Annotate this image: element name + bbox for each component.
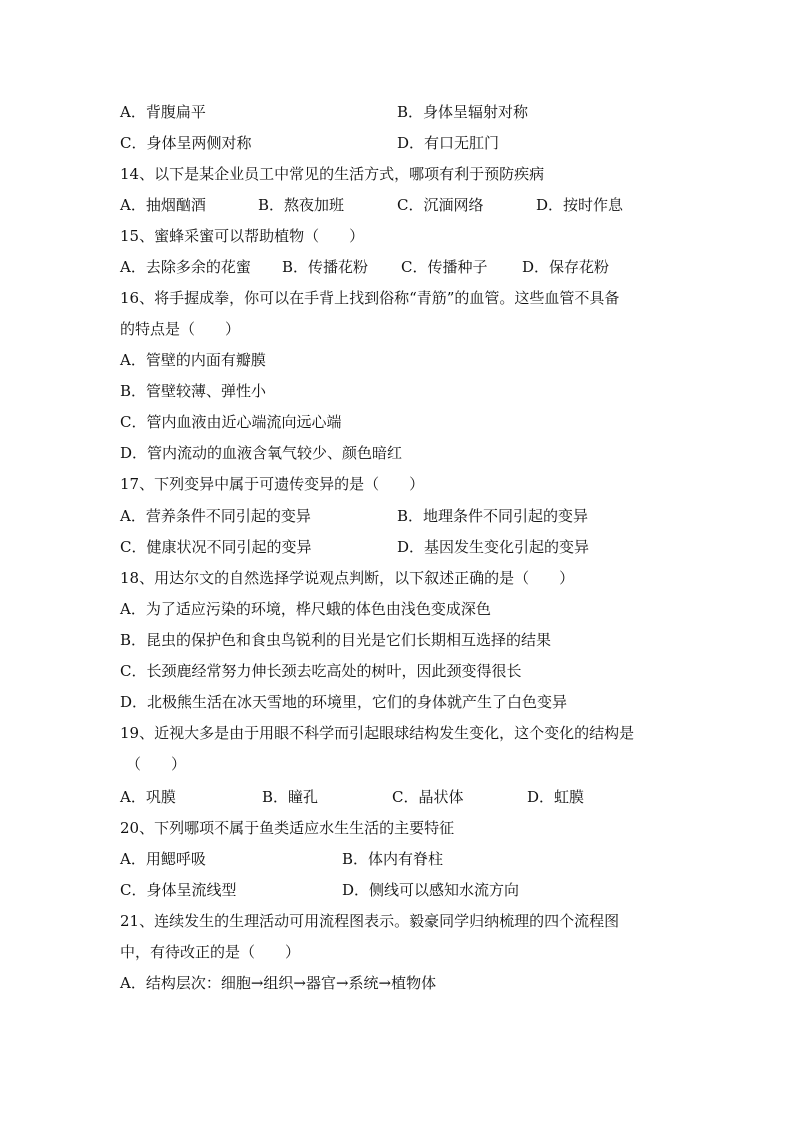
q20-option-b: B．体内有脊柱	[342, 850, 444, 868]
q15-option-a: A．去除多余的花蜜	[120, 258, 251, 276]
q17-option-a: A．营养条件不同引起的变异	[120, 507, 311, 525]
q20-option-c: C．身体呈流线型	[120, 881, 237, 899]
q16-option-a: A．管壁的内面有瓣膜	[120, 351, 266, 369]
q13-option-d: D．有口无肛门	[397, 134, 500, 152]
q19-stem-text-1: 19、近视大多是由于用眼不科学而引起眼球结构发生变化，这个变化的结构是	[120, 724, 635, 742]
q19-option-b: B．瞳孔	[262, 788, 319, 806]
q16-stem-text-1: 16、将手握成拳，你可以在手背上找到俗称“青筋”的血管。这些血管不具备	[120, 289, 620, 307]
q13-option-a: A．背腹扁平	[120, 103, 206, 121]
q17-option-b: B．地理条件不同引起的变异	[397, 507, 589, 525]
q18-option-d: D．北极熊生活在冰天雪地的环境里，它们的身体就产生了白色变异	[120, 693, 568, 711]
q18-stem-text: 18、用达尔文的自然选择学说观点判断，以下叙述正确的是（ ）	[120, 569, 575, 587]
q14-option-b: B．熬夜加班	[258, 196, 345, 214]
q18-option-b: B．昆虫的保护色和食虫鸟锐利的目光是它们长期相互选择的结果	[120, 631, 552, 649]
q15-stem-text: 15、蜜蜂采蜜可以帮助植物（ ）	[120, 227, 365, 245]
q15-option-c: C．传播种子	[401, 258, 488, 276]
q16-stem-text-2: 的特点是（ ）	[120, 320, 241, 338]
q14-option-a: A．抽烟酗酒	[120, 196, 206, 214]
q17-option-d: D．基因发生变化引起的变异	[397, 538, 590, 556]
q18-option-a: A．为了适应污染的环境，桦尺蛾的体色由浅色变成深色	[120, 600, 491, 618]
q19-option-d: D．虹膜	[527, 788, 585, 806]
q16-option-d: D．管内流动的血液含氧气较少、颜色暗红	[120, 444, 403, 462]
q14-option-d: D．按时作息	[536, 196, 624, 214]
q21-stem-text-2: 中，有待改正的是（ ）	[120, 943, 301, 961]
q20-stem-text: 20、下列哪项不属于鱼类适应水生生活的主要特征	[120, 819, 455, 837]
q14-option-c: C．沉湎网络	[397, 196, 484, 214]
q15-option-d: D．保存花粉	[522, 258, 610, 276]
q17-stem-text: 17、下列变异中属于可遗传变异的是（ ）	[120, 475, 425, 493]
q19-option-c: C．晶状体	[392, 788, 464, 806]
q19-stem-text-2: （ ）	[126, 755, 187, 773]
q14-stem-text: 14、以下是某企业员工中常见的生活方式，哪项有利于预防疾病	[120, 165, 545, 183]
q13-option-b: B．身体呈辐射对称	[397, 103, 529, 121]
q16-option-b: B．管壁较薄、弹性小	[120, 382, 267, 400]
q19-option-a: A．巩膜	[120, 788, 176, 806]
q21-stem-text-1: 21、连续发生的生理活动可用流程图表示。毅豪同学归纳梳理的四个流程图	[120, 912, 620, 930]
q17-option-c: C．健康状况不同引起的变异	[120, 538, 312, 556]
q18-option-c: C．长颈鹿经常努力伸长颈去吃高处的树叶，因此颈变得很长	[120, 662, 522, 680]
q16-option-c: C．管内血液由近心端流向远心端	[120, 413, 342, 431]
q15-option-b: B．传播花粉	[282, 258, 369, 276]
q20-option-d: D．侧线可以感知水流方向	[342, 881, 520, 899]
q21-option-a: A．结构层次：细胞→组织→器官→系统→植物体	[120, 974, 437, 992]
q20-option-a: A．用鳃呼吸	[120, 850, 206, 868]
q13-option-c: C．身体呈两侧对称	[120, 134, 252, 152]
